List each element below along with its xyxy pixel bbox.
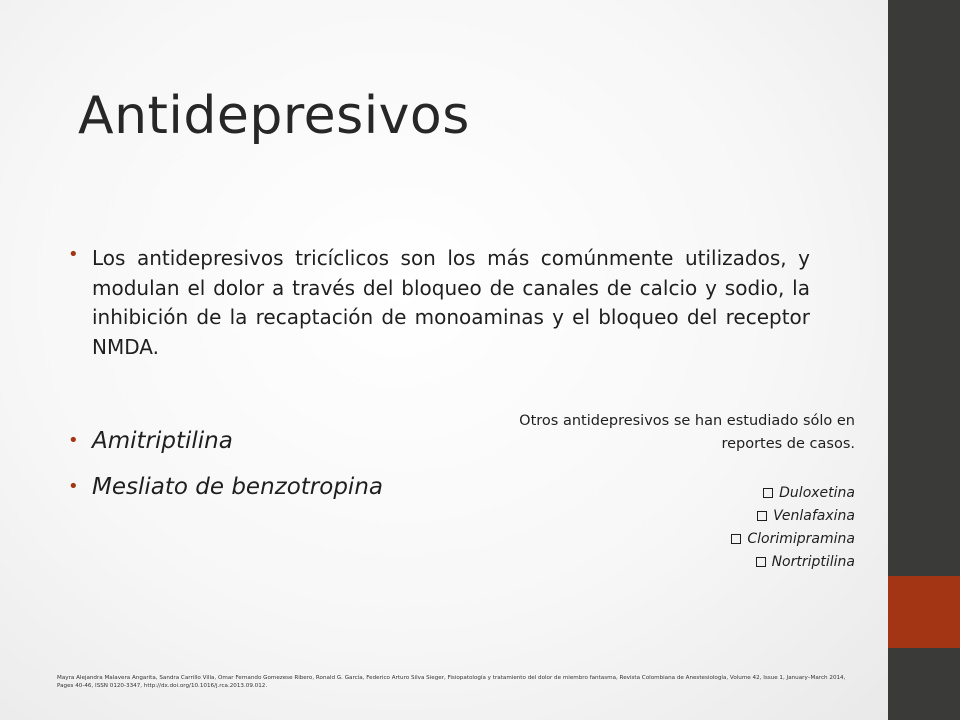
bullet-item-label: Amitriptilina	[92, 428, 233, 454]
checklist-item-label: Clorimipramina	[747, 531, 855, 547]
checklist-item-label: Nortriptilina	[771, 554, 855, 570]
aside-note: Otros antidepresivos se han estudiado sólo en reportes de casos.	[519, 413, 855, 452]
bullet-dot-icon: •	[68, 430, 79, 451]
bullet-dot-icon: •	[68, 476, 79, 497]
checkbox-icon	[763, 488, 773, 498]
checklist-item	[731, 482, 855, 505]
checklist-item	[731, 528, 855, 551]
checkbox-icon	[757, 511, 767, 521]
aside-checklist	[731, 482, 855, 574]
reference-citation: Mayra Alejandra Malavera Angarita, Sandra Carrillo Villa, Omar Fernando Gomezese Ribero, Ronald G. García, Federico Arturo Silva Sieger, Fisiopatología y tratamiento del dolor de miembro fantasma, Revista Colombiana de Anestesiología, Volume 42, Issue 1, January–March 2014, Pages 40-46, ISSN 0120-3347, http://dx.doi.org/10.1016/j.rca.2013.09.012.	[57, 675, 846, 689]
bullet-dot-icon: •	[68, 244, 79, 265]
checklist-item-label: Venlafaxina	[773, 508, 855, 524]
slide-title: Antidepresivos	[78, 86, 470, 146]
checkbox-icon	[731, 534, 741, 544]
bullet-paragraph	[68, 244, 810, 362]
checkbox-icon	[756, 557, 766, 567]
bullet-paragraph-text: Los antidepresivos tricíclicos son los más comúnmente utilizados, y modulan el dolor a través del bloqueo de canales de calcio y sodio, la inhibición de la recaptación de monoaminas y el bloqueo del receptor NMDA.	[92, 246, 810, 359]
checklist-item-label: Duloxetina	[779, 485, 855, 501]
bullet-item-label: Mesliato de benzotropina	[92, 474, 383, 500]
checklist-item	[731, 505, 855, 528]
main-bullet-list	[68, 244, 810, 362]
bullet-item-amitriptilina	[68, 428, 233, 454]
bullet-item-mesliato	[68, 474, 383, 500]
checklist-item	[731, 551, 855, 574]
accent-square	[888, 576, 960, 648]
